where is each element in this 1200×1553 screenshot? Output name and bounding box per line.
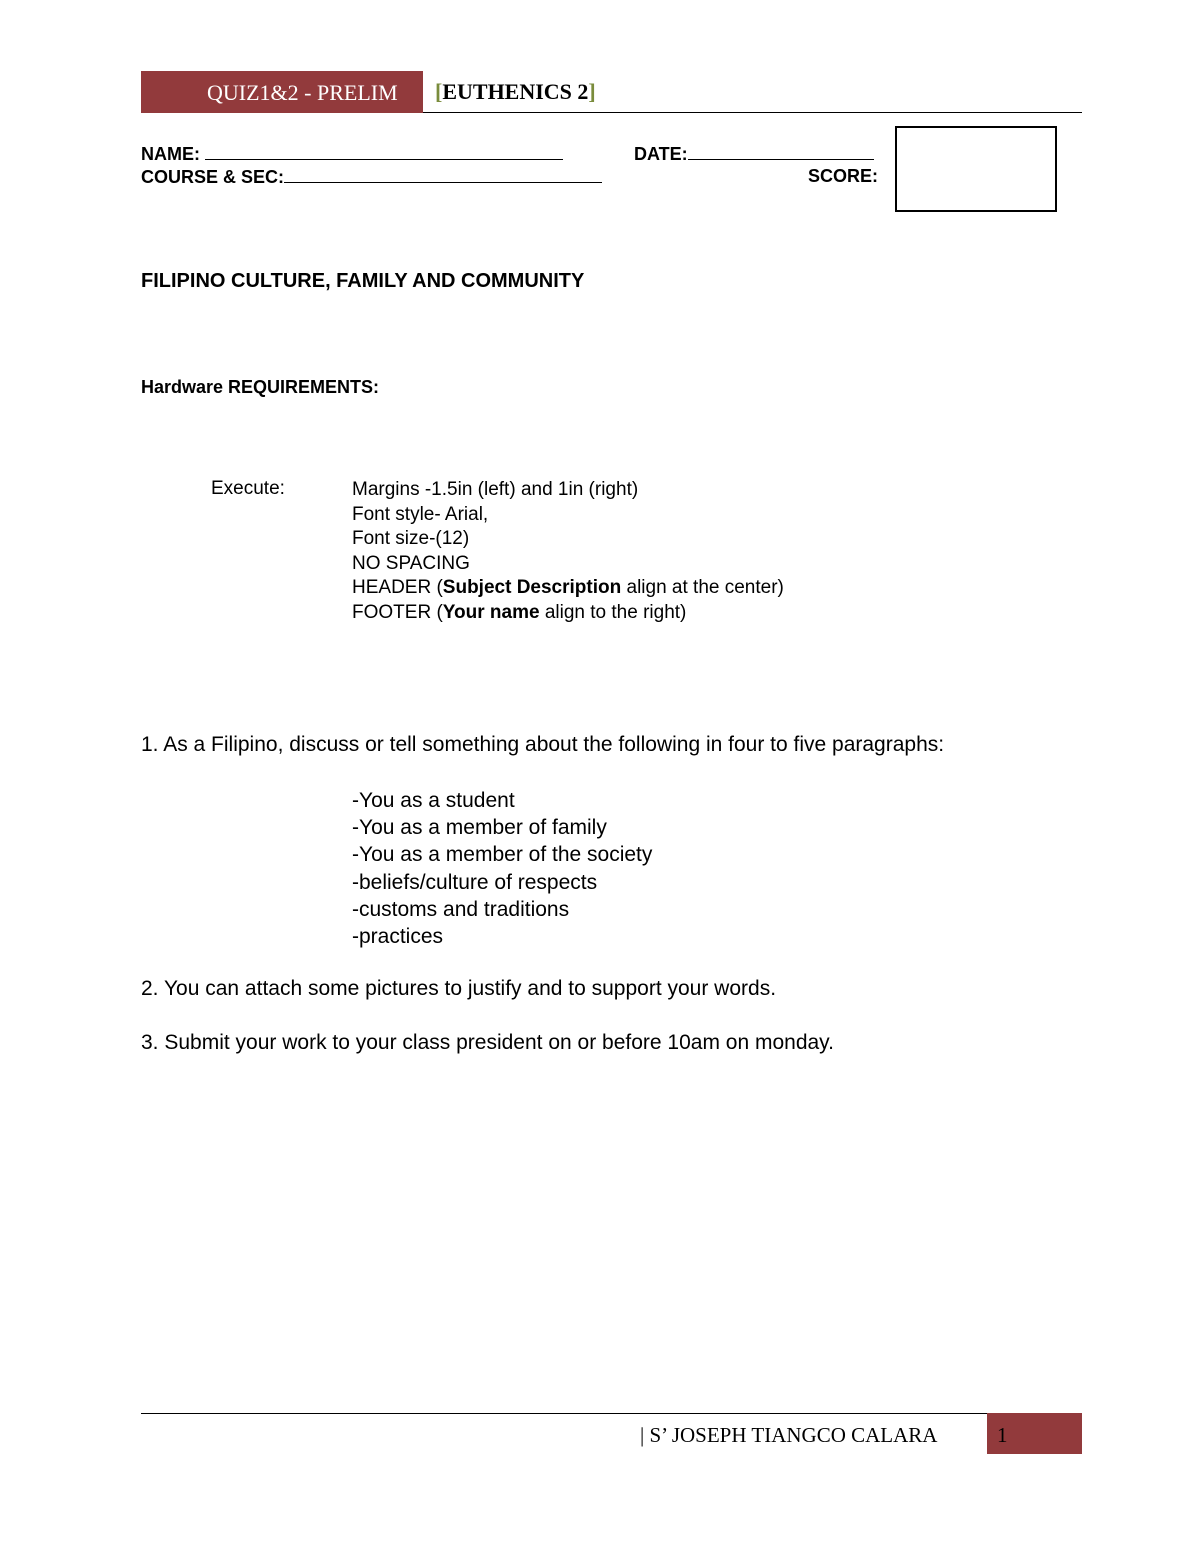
footer-rule [141, 1413, 1082, 1414]
score-field [808, 166, 878, 187]
course-field [141, 166, 602, 188]
bracket-close: ] [588, 79, 596, 104]
header-subject [435, 79, 596, 105]
document-title: FILIPINO CULTURE, FAMILY AND COMMUNITY [141, 270, 585, 292]
list-item: -You as a member of family [352, 816, 607, 840]
list-item: -beliefs/culture of respects [352, 870, 598, 894]
date-blank [688, 143, 874, 160]
course-label: COURSE & SEC: [141, 167, 285, 187]
list-item: -practices [352, 925, 444, 949]
score-box [895, 126, 1057, 212]
score-label: SCORE: [808, 166, 879, 186]
footer-item-post: align to the right) [539, 601, 687, 623]
header-quiz-banner [141, 71, 423, 113]
header-item-bold: Subject Description [442, 577, 622, 599]
footer-item-bold: Your name [442, 601, 540, 623]
execute-list [352, 478, 784, 626]
list-item: -You as a member of the society [352, 843, 653, 867]
header-quiz-label: QUIZ1&2 - PRELIM [207, 80, 398, 105]
name-blank [205, 143, 563, 160]
execute-label: Execute: [211, 478, 285, 499]
header-item-post: align at the center) [621, 577, 784, 599]
name-field [141, 143, 563, 165]
page-number: 1 [997, 1423, 1008, 1447]
requirements-heading: Hardware REQUIREMENTS: [141, 377, 380, 397]
question-2: 2. You can attach some pictures to justify and to support your words. [141, 977, 777, 1000]
bracket-open: [ [435, 79, 443, 104]
date-field [634, 143, 874, 165]
execute-item: Font size-(12) [352, 528, 470, 550]
execute-item: NO SPACING [352, 552, 470, 574]
execute-item: Font style- Arial, [352, 503, 489, 525]
footer-name: | S’ JOSEPH TIANGCO CALARA [640, 1423, 938, 1447]
date-label: DATE: [634, 144, 688, 164]
list-item: -customs and traditions [352, 897, 570, 921]
question-1-list [352, 787, 652, 950]
execute-item: Margins -1.5in (left) and 1in (right) [352, 479, 639, 500]
execute-item-footer [352, 601, 784, 626]
name-label: NAME: [141, 144, 200, 164]
header-rule [423, 112, 1082, 113]
page-number-box [987, 1413, 1082, 1454]
subject-title: EUTHENICS 2 [442, 79, 589, 104]
course-blank [284, 166, 602, 183]
footer-item-pre: FOOTER ( [352, 601, 443, 623]
question-1: 1. As a Filipino, discuss or tell something about the following in four to five paragraphs: [141, 733, 945, 756]
execute-item-header [352, 576, 784, 601]
header-item-pre: HEADER ( [352, 577, 443, 599]
question-3: 3. Submit your work to your class president on or before 10am on monday. [141, 1031, 834, 1054]
list-item: -You as a student [352, 789, 515, 812]
